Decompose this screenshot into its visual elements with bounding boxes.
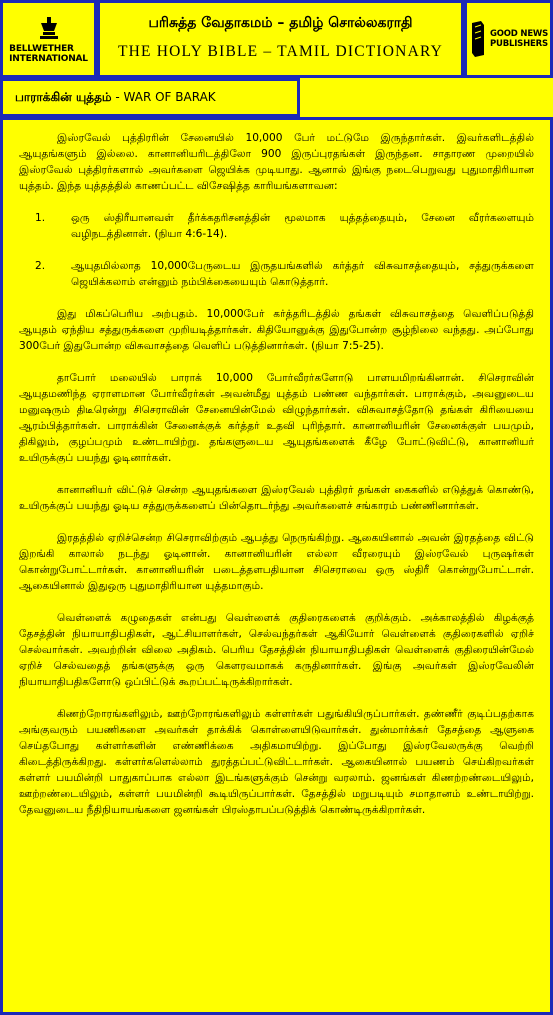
right-logo-line2: PUBLISHERS [489,39,548,49]
paragraph-intro: இஸ்ரவேல் புத்திரரின் சேனையில் 10,000 பேர் மட்டுமே இருந்தார்கள். இவர்களிடத்தில் ஆயுதங்களும் இல்லை. கானானியரிடத்திலோ 900 இருப்புரதங்கள் இருந்தன. சாதாரண முறையில் இஸ்ரவேல் புத்திரர்களால் அவர்களை ஜெயிக்க முடியாது. ஆனால் இங்கு நடைபெறுவது புதுமாதிரியான யுத்தம். இந்த யுத்தத்தில் காணப்பட்ட விசேஷித்த காரியங்களாவன: [19,132,534,192]
title-tamil: பரிசுத்த வேதாகமம் – தமிழ் சொல்லகராதி [148,15,413,31]
article-body [0,117,553,1015]
paragraph-3: தாபோர் மலையில் பாராக் 10,000 போர்வீரர்களோடு பாளயமிறங்கினான். சிசெராவின் ஆயுதமணிந்த ஏராளமான போர்வீரர்கள் அவன்மீது யுத்தம் பண்ண வந்தார்கள். பாராக்கும், அவனுடைய மனுஷரும் திடீரென்று சிசெராவின் சேனையின்மேல் விழுந்தார்கள். விசுவாசத்தோடு தங்கள் கிரியையை ஆரம்பித்தார்கள். பாராக்கின் சேனைக்குக் கர்த்தர் உதவி புரிந்தார். கானானியரின் சேனைக்குள் பயமும், திகிலும், குழப்பமும் உண்டாயிற்று. தங்களுடைய ஆயுதங்களைக் கீழே போட்டுவிட்டு, கானானியர் உயிருக்குப் பயந்து ஓடினார்கள். [19,372,534,464]
header-title-box [97,0,464,78]
paragraph-6: வெள்ளைக் கழுதைகள் என்பது வெள்ளைக் குதிரைகளைக் குறிக்கும். அக்காலத்தில் கிழக்குத் தேசத்தின் நியாயாதிபதிகள், ஆட்சியாளர்கள், செல்வந்தர்கள் ஆகியோர் வெள்ளைக் குதிரைகளில் ஏறிச் செல்வார்கள். அவற்றின் விலை அதிகம். பெரிய தேசத்தின் நியாயாதிபதிகள் வெள்ளைக் குதிரையின்மேல் ஏறிச் செல்வதைத் தங்களுக்கு ஒரு கௌரவமாகக் கருதினார்கள். இங்கு அவர்கள் இஸ்ரவேலின் நியாயாதிபதிகளோடு ஒப்பிட்டுக் கூறப்பட்டிருக்கிறார்கள். [19,612,534,688]
left-logo-line2: INTERNATIONAL [9,53,88,64]
list-item-number: 2. [35,260,46,272]
bellwether-figure-icon [38,15,60,41]
list-item [35,258,534,290]
title-english: THE HOLY BIBLE – TAMIL DICTIONARY [117,43,444,60]
paragraph-2: இது மிகப்பெரிய அற்புதம். 10,000பேர் கர்த்தரிடத்தில் தங்கள் விசுவாசத்தை வெளிப்படுத்தி ஆயுதம் ஏந்திய சத்துருக்களை முறியடித்தார்கள். கிதியோனுக்கு இதுபோன்ற சூழ்நிலை வந்தது. அப்போது 300பேர் இதுபோன்ற விசுவாசத்தை வெளிப் படுத்தினார்கள். (நியா 7:5-25). [19,308,534,352]
paragraph-5: இரதத்தில் ஏறிச்சென்ற சிசெராவிற்கும் ஆபத்து நெருங்கிற்று. ஆகையினால் அவன் இரதத்தை விட்டு இறங்கி காலால் நடந்து ஓடினான். கானானியரின் எல்லா வீரரையும் இஸ்ரவேல் புருஷர்கள் கொன்றுபோட்டார்கள். கானானியரின் படைத்தளபதியான சிசெராவை ஒரு ஸ்திரீ கொன்றுபோட்டாள். ஆகையினால் இதுஒரு புதுமாதிரியான யுத்தமாகும். [19,532,534,592]
section-title [0,78,300,117]
list-item-text: ஒரு ஸ்திரீயானவள் தீர்க்கதரிசனத்தின் மூலமாக யுத்தத்தையும், சேனை வீரர்களையும் வழிநடத்தினாள். (நியா 4:6-14). [71,212,534,240]
right-logo-line1: GOOD NEWS [489,29,549,39]
paragraph-7: கிணற்றோரங்களிலும், ஊற்றோரங்களிலும் கள்ளர்கள் பதுங்கியிருப்பார்கள். தண்ணீர் குடிப்பதற்காக அங்குவரும் பயணிகளை அவர்கள் தாக்கிக் கொள்ளையிடுவார்கள். துன்மார்க்கர் தேசத்தை ஆளுகை செய்தபோது கள்ளர்களின் எண்ணிக்கை அதிகமாயிற்று. இப்போது இஸ்ரவேலருக்கு வெற்றி கிடைத்திருக்கிறது. கள்ளர்களெல்லாம் துரத்தப்பட்டுவிட்டார்கள். ஆகையினால் பயணம் செய்கிறவர்கள் கள்ளர் பயமின்றி பாதுகாப்பாக எல்லா இடங்களுக்கும் சென்று வரலாம். ஜனங்கள் கிணற்றண்டையிலும், ஊற்றண்டையிலும், கள்ளர் பயமின்றி கூடியிருப்பார்கள். தேசத்தில் மறுபடியும் சமாதானம் உண்டாயிற்று. தேவனுடைய நீதிநியாயங்களை ஜனங்கள் பிரஸ்தாபப்படுத்திக் கொண்டிருக்கிறார்கள். [19,708,534,816]
book-icon [469,19,487,59]
left-logo-line1: BELLWETHER [9,43,74,54]
section-title-tamil: பாராக்கின் யுத்தம் [15,90,112,104]
list-item-text: ஆயுதமில்லாத 10,000பேருடைய இருதயங்களில் கர்த்தர் விசுவாசத்தையும், சத்துருக்களை ஜெயிக்கலாம் என்னும் நம்பிக்கையையும் கொடுத்தார். [71,260,534,288]
publisher-logo-left [0,0,97,78]
paragraph-4: கானானியர் விட்டுச் சென்ற ஆயுதங்களை இஸ்ரவேல் புத்திரர் தங்கள் கைகளில் எடுத்துக் கொண்டு, உயிருக்குப் பயந்து ஓடிய சத்துருக்களைப் பின்தொடர்ந்து அவர்களைச் சங்காரம் பண்ணினார்கள். [19,484,534,512]
publisher-logo-right [464,0,553,78]
list-item-number: 1. [35,212,46,224]
section-title-english: - WAR OF BARAK [111,90,216,104]
list-item [35,210,534,242]
